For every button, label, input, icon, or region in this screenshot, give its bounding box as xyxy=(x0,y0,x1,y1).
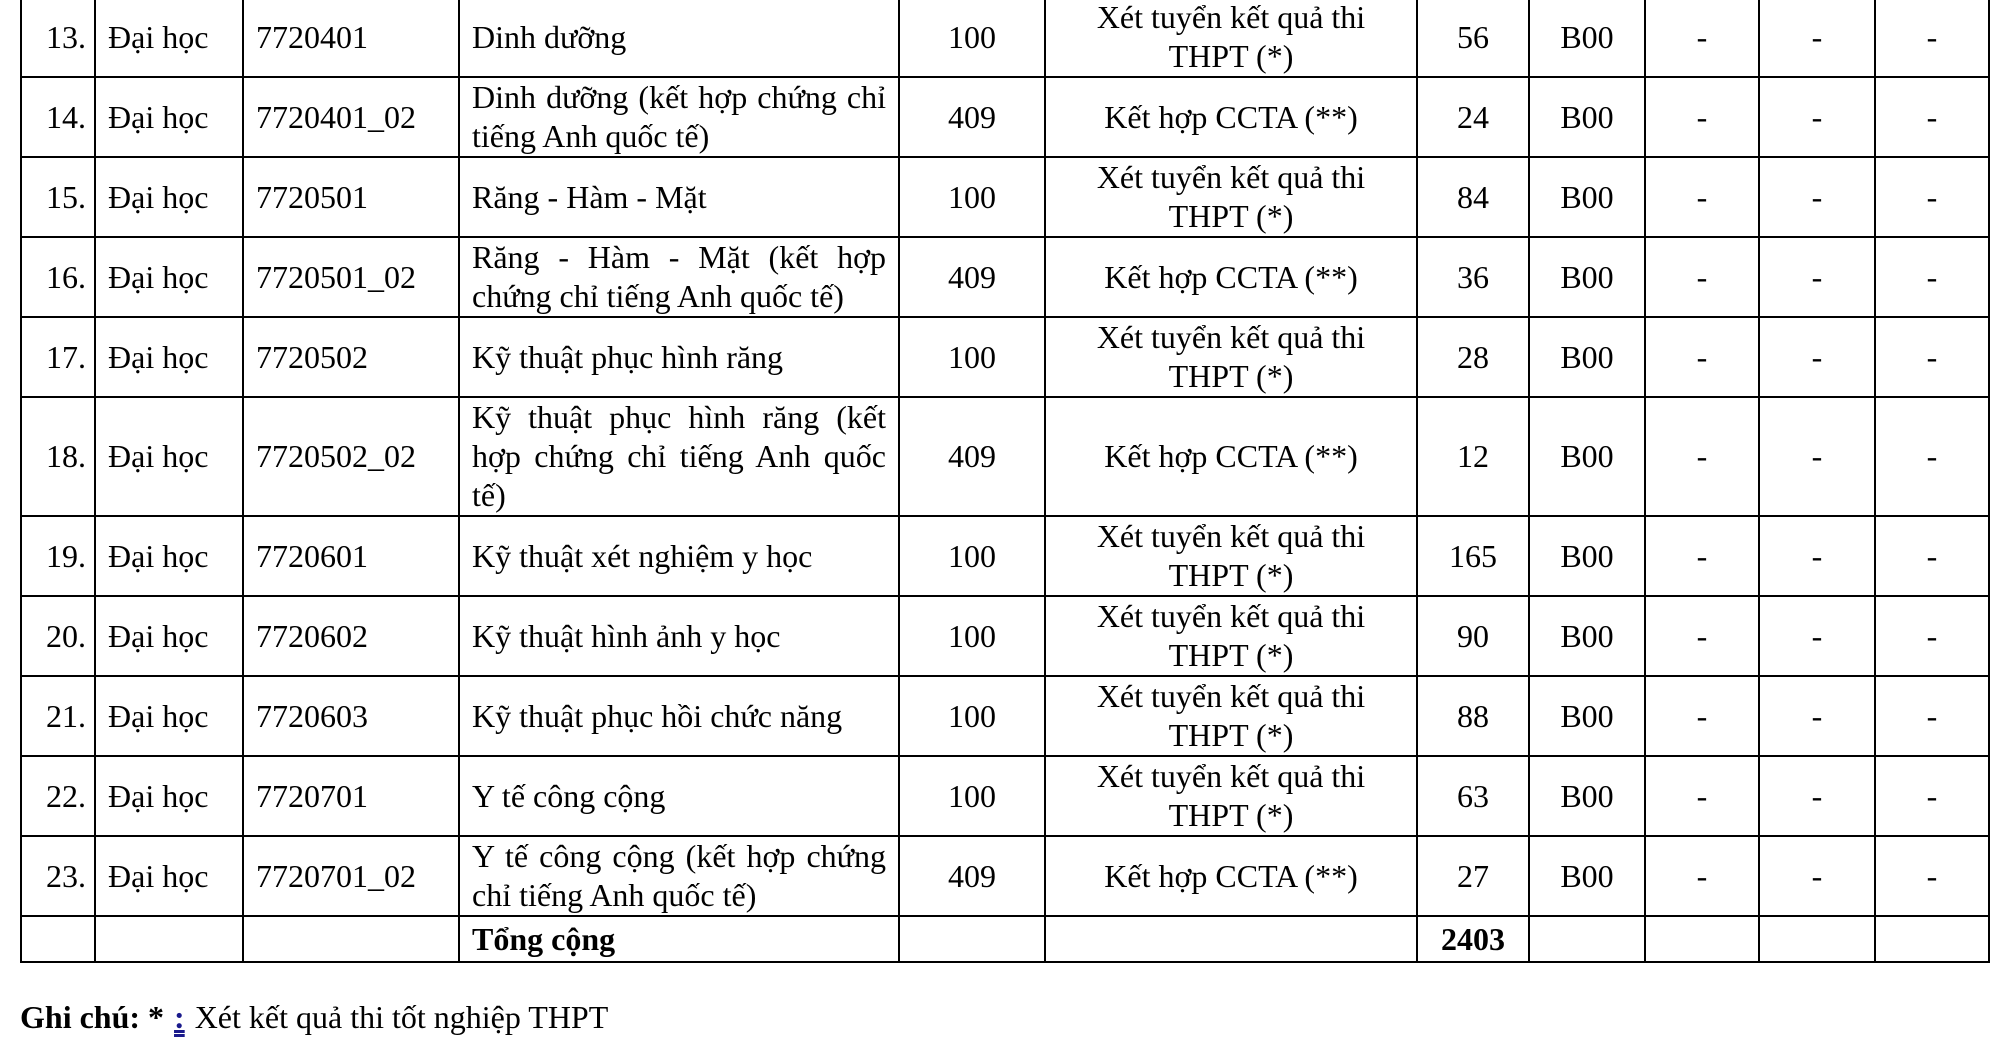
total-cell-empty xyxy=(243,916,459,962)
extra-col-1-cell: - xyxy=(1645,157,1759,237)
education-level-cell: Đại học xyxy=(95,676,243,756)
quota-cell: 63 xyxy=(1417,756,1529,836)
admission-mode-cell: Xét tuyển kết quả thi THPT (*) xyxy=(1045,317,1417,397)
row-number-cell: 19. xyxy=(21,516,95,596)
extra-col-3-cell: - xyxy=(1875,237,1989,317)
footnote-colon: : xyxy=(174,999,185,1035)
education-level-cell: Đại học xyxy=(95,237,243,317)
extra-col-3-cell: - xyxy=(1875,77,1989,157)
quota-cell: 28 xyxy=(1417,317,1529,397)
total-cell-empty xyxy=(1645,916,1759,962)
admission-mode-cell: Kết hợp CCTA (**) xyxy=(1045,77,1417,157)
total-row xyxy=(21,916,1989,962)
extra-col-2-cell: - xyxy=(1759,317,1875,397)
extra-col-3-cell: - xyxy=(1875,317,1989,397)
admission-mode-cell: Kết hợp CCTA (**) xyxy=(1045,237,1417,317)
total-cell-empty xyxy=(1759,916,1875,962)
extra-col-1-cell: - xyxy=(1645,0,1759,77)
table-row xyxy=(21,516,1989,596)
footnote-text: Xét kết quả thi tốt nghiệp THPT xyxy=(194,999,609,1035)
subject-combination-cell: B00 xyxy=(1529,237,1645,317)
program-name-cell: Kỹ thuật phục hồi chức năng xyxy=(459,676,899,756)
footnote xyxy=(20,997,608,1037)
method-code-cell: 409 xyxy=(899,237,1045,317)
quota-cell: 90 xyxy=(1417,596,1529,676)
admission-mode-cell: Xét tuyển kết quả thi THPT (*) xyxy=(1045,516,1417,596)
row-number-cell: 13. xyxy=(21,0,95,77)
program-name-cell: Y tế công cộng xyxy=(459,756,899,836)
extra-col-3-cell: - xyxy=(1875,676,1989,756)
admission-mode-cell: Xét tuyển kết quả thi THPT (*) xyxy=(1045,0,1417,77)
subject-combination-cell: B00 xyxy=(1529,676,1645,756)
extra-col-2-cell: - xyxy=(1759,596,1875,676)
education-level-cell: Đại học xyxy=(95,397,243,516)
program-code-cell: 7720602 xyxy=(243,596,459,676)
row-number-cell: 16. xyxy=(21,237,95,317)
admission-mode-cell: Xét tuyển kết quả thi THPT (*) xyxy=(1045,596,1417,676)
extra-col-1-cell: - xyxy=(1645,237,1759,317)
education-level-cell: Đại học xyxy=(95,317,243,397)
table-row xyxy=(21,0,1989,77)
extra-col-1-cell: - xyxy=(1645,596,1759,676)
row-number-cell: 21. xyxy=(21,676,95,756)
extra-col-3-cell: - xyxy=(1875,157,1989,237)
program-code-cell: 7720401_02 xyxy=(243,77,459,157)
program-code-cell: 7720701_02 xyxy=(243,836,459,916)
total-cell-empty xyxy=(1875,916,1989,962)
subject-combination-cell: B00 xyxy=(1529,756,1645,836)
method-code-cell: 100 xyxy=(899,676,1045,756)
table-row xyxy=(21,676,1989,756)
method-code-cell: 100 xyxy=(899,0,1045,77)
method-code-cell: 409 xyxy=(899,77,1045,157)
row-number-cell: 14. xyxy=(21,77,95,157)
subject-combination-cell: B00 xyxy=(1529,836,1645,916)
program-code-cell: 7720401 xyxy=(243,0,459,77)
table-row xyxy=(21,77,1989,157)
extra-col-3-cell: - xyxy=(1875,0,1989,77)
method-code-cell: 100 xyxy=(899,596,1045,676)
subject-combination-cell: B00 xyxy=(1529,596,1645,676)
extra-col-1-cell: - xyxy=(1645,756,1759,836)
total-cell-empty xyxy=(1529,916,1645,962)
subject-combination-cell: B00 xyxy=(1529,0,1645,77)
program-code-cell: 7720701 xyxy=(243,756,459,836)
program-code-cell: 7720603 xyxy=(243,676,459,756)
education-level-cell: Đại học xyxy=(95,836,243,916)
method-code-cell: 409 xyxy=(899,836,1045,916)
table-row xyxy=(21,836,1989,916)
program-name-cell: Y tế công cộng (kết hợp chứng chỉ tiếng Anh quốc tế) xyxy=(459,836,899,916)
program-name-cell: Kỹ thuật phục hình răng xyxy=(459,317,899,397)
method-code-cell: 100 xyxy=(899,756,1045,836)
quota-cell: 88 xyxy=(1417,676,1529,756)
footnote-label: Ghi chú: * xyxy=(20,999,165,1035)
program-code-cell: 7720502_02 xyxy=(243,397,459,516)
table-row xyxy=(21,317,1989,397)
education-level-cell: Đại học xyxy=(95,0,243,77)
method-code-cell: 409 xyxy=(899,397,1045,516)
extra-col-3-cell: - xyxy=(1875,836,1989,916)
program-name-cell: Kỹ thuật xét nghiệm y học xyxy=(459,516,899,596)
extra-col-1-cell: - xyxy=(1645,836,1759,916)
program-name-cell: Kỹ thuật phục hình răng (kết hợp chứng chỉ tiếng Anh quốc tế) xyxy=(459,397,899,516)
table-body xyxy=(21,0,1989,962)
extra-col-3-cell: - xyxy=(1875,756,1989,836)
quota-cell: 56 xyxy=(1417,0,1529,77)
education-level-cell: Đại học xyxy=(95,596,243,676)
subject-combination-cell: B00 xyxy=(1529,157,1645,237)
extra-col-2-cell: - xyxy=(1759,756,1875,836)
extra-col-2-cell: - xyxy=(1759,397,1875,516)
method-code-cell: 100 xyxy=(899,317,1045,397)
program-name-cell: Răng - Hàm - Mặt (kết hợp chứng chỉ tiếng Anh quốc tế) xyxy=(459,237,899,317)
program-name-cell: Dinh dưỡng xyxy=(459,0,899,77)
admission-table xyxy=(20,0,1990,963)
method-code-cell: 100 xyxy=(899,157,1045,237)
education-level-cell: Đại học xyxy=(95,756,243,836)
extra-col-2-cell: - xyxy=(1759,157,1875,237)
extra-col-1-cell: - xyxy=(1645,317,1759,397)
extra-col-3-cell: - xyxy=(1875,397,1989,516)
subject-combination-cell: B00 xyxy=(1529,317,1645,397)
extra-col-2-cell: - xyxy=(1759,516,1875,596)
program-code-cell: 7720502 xyxy=(243,317,459,397)
quota-cell: 36 xyxy=(1417,237,1529,317)
row-number-cell: 17. xyxy=(21,317,95,397)
extra-col-3-cell: - xyxy=(1875,596,1989,676)
extra-col-1-cell: - xyxy=(1645,516,1759,596)
extra-col-2-cell: - xyxy=(1759,237,1875,317)
method-code-cell: 100 xyxy=(899,516,1045,596)
program-name-cell: Dinh dưỡng (kết hợp chứng chỉ tiếng Anh quốc tế) xyxy=(459,77,899,157)
subject-combination-cell: B00 xyxy=(1529,516,1645,596)
table-row xyxy=(21,157,1989,237)
subject-combination-cell: B00 xyxy=(1529,397,1645,516)
quota-cell: 84 xyxy=(1417,157,1529,237)
table-row xyxy=(21,596,1989,676)
quota-cell: 27 xyxy=(1417,836,1529,916)
extra-col-2-cell: - xyxy=(1759,836,1875,916)
total-cell-empty xyxy=(1045,916,1417,962)
row-number-cell: 22. xyxy=(21,756,95,836)
extra-col-3-cell: - xyxy=(1875,516,1989,596)
table-row xyxy=(21,397,1989,516)
total-cell-empty xyxy=(899,916,1045,962)
education-level-cell: Đại học xyxy=(95,516,243,596)
extra-col-2-cell: - xyxy=(1759,77,1875,157)
total-value: 2403 xyxy=(1417,916,1529,962)
admission-mode-cell: Kết hợp CCTA (**) xyxy=(1045,836,1417,916)
extra-col-1-cell: - xyxy=(1645,397,1759,516)
row-number-cell: 20. xyxy=(21,596,95,676)
admission-mode-cell: Kết hợp CCTA (**) xyxy=(1045,397,1417,516)
extra-col-2-cell: - xyxy=(1759,676,1875,756)
quota-cell: 24 xyxy=(1417,77,1529,157)
total-cell-empty xyxy=(95,916,243,962)
quota-cell: 165 xyxy=(1417,516,1529,596)
row-number-cell: 15. xyxy=(21,157,95,237)
admission-mode-cell: Xét tuyển kết quả thi THPT (*) xyxy=(1045,676,1417,756)
program-code-cell: 7720501 xyxy=(243,157,459,237)
education-level-cell: Đại học xyxy=(95,157,243,237)
program-name-cell: Kỹ thuật hình ảnh y học xyxy=(459,596,899,676)
subject-combination-cell: B00 xyxy=(1529,77,1645,157)
quota-cell: 12 xyxy=(1417,397,1529,516)
row-number-cell: 23. xyxy=(21,836,95,916)
program-code-cell: 7720601 xyxy=(243,516,459,596)
row-number-cell: 18. xyxy=(21,397,95,516)
program-code-cell: 7720501_02 xyxy=(243,237,459,317)
total-cell-empty xyxy=(21,916,95,962)
education-level-cell: Đại học xyxy=(95,77,243,157)
program-name-cell: Răng - Hàm - Mặt xyxy=(459,157,899,237)
extra-col-1-cell: - xyxy=(1645,77,1759,157)
admission-mode-cell: Xét tuyển kết quả thi THPT (*) xyxy=(1045,756,1417,836)
extra-col-1-cell: - xyxy=(1645,676,1759,756)
extra-col-2-cell: - xyxy=(1759,0,1875,77)
admission-mode-cell: Xét tuyển kết quả thi THPT (*) xyxy=(1045,157,1417,237)
table-row xyxy=(21,756,1989,836)
total-label: Tổng cộng xyxy=(459,916,899,962)
table-row xyxy=(21,237,1989,317)
